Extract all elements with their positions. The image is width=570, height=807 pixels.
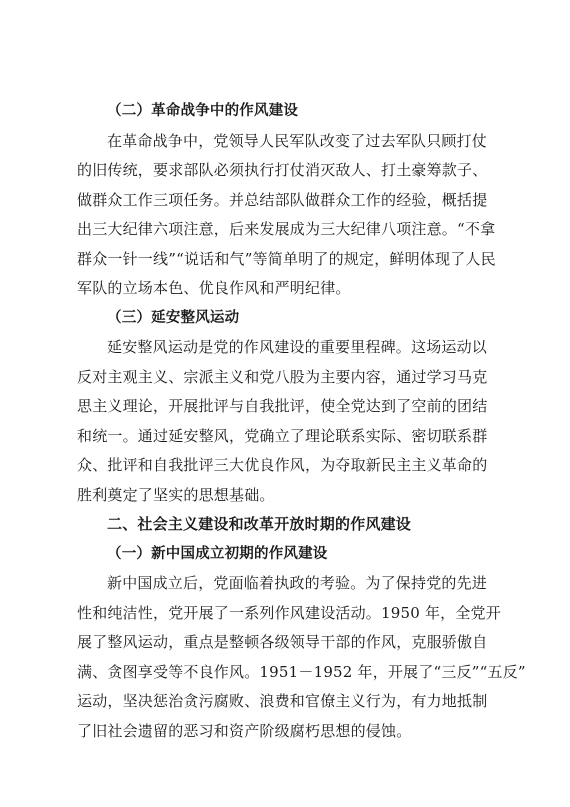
paragraph-line: 做群众工作三项任务。并总结部队做群众工作的经验，概括提 <box>77 190 488 209</box>
section-heading-revolution: （二）革命战争中的作风建设 <box>107 103 299 119</box>
paragraph-line: 思主义理论，开展批评与自我批评，使全党达到了空前的团结 <box>77 397 488 415</box>
paragraph-line: 性和纯洁性，党开展了一系列作风建设活动。1950 年，全党开 <box>77 603 501 622</box>
paragraph-line: 新中国成立后，党面临着执政的考验。为了保持党的先进 <box>107 574 488 592</box>
paragraph-line: 在革命战争中，党领导人民军队改变了过去军队只顾打仗 <box>107 131 488 150</box>
paragraph-line: 众、批评和自我批评三大优良作风，为夺取新民主主义革命的 <box>77 456 488 474</box>
paragraph-line: 出三大纪律六项注意，后来发展成为三大纪律八项注意。“不拿 <box>77 220 496 238</box>
paragraph-line: 胜利奠定了坚实的思想基础。 <box>77 485 275 504</box>
section-heading-yanan: （三）延安整风运动 <box>107 309 240 326</box>
paragraph-line: 延安整风运动是党的作风建设的重要里程碑。这场运动以 <box>107 338 488 356</box>
document-body <box>77 97 526 746</box>
paragraph-line: 群众一针一线”“说话和气”等简单明了的规定，鲜明体现了人民 <box>77 249 496 268</box>
paragraph-line: 运动，坚决惩治贪污腐败、浪费和官僚主义行为，有力地抵制 <box>77 692 488 710</box>
section-heading-new-china: （一）新中国成立初期的作风建设 <box>107 545 328 562</box>
paragraph-line: 和统一。通过延安整风，党确立了理论联系实际、密切联系群 <box>77 426 488 445</box>
paragraph-line: 满、贪图享受等不良作风。1951－1952 年，开展了“三反”“五反” <box>77 662 526 681</box>
paragraph-line: 展了整风运动，重点是整顿各级领导干部的作风，克服骄傲自 <box>77 633 488 651</box>
paragraph-line: 的旧传统，要求部队必须执行打仗消灭敌人、打土豪筹款子、 <box>77 161 488 179</box>
paragraph-line: 反对主观主义、宗派主义和党八股为主要内容，通过学习马克 <box>77 367 488 386</box>
paragraph-line: 了旧社会遗留的恶习和资产阶级腐朽思想的侵蚀。 <box>77 721 412 740</box>
part-two-heading: 二、社会主义建设和改革开放时期的作风建设 <box>107 515 412 533</box>
paragraph-line: 军队的立场本色、优良作风和严明纪律。 <box>77 279 351 297</box>
